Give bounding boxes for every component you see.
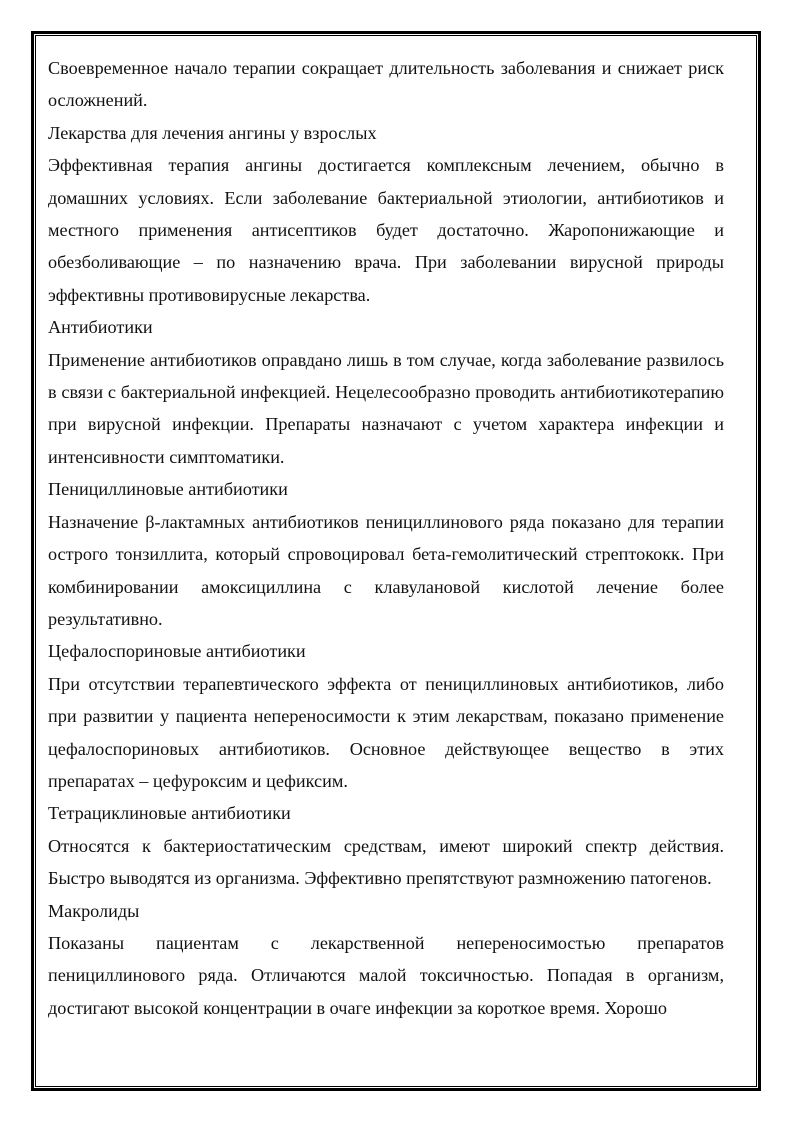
paragraph-adult-treatment: Эффективная терапия ангины достигается комплексным лечением, обычно в домашних условиях. Если заболевание бактериальной этиологии, антибиотиков и местного применения антисептиков будет достаточно. Жаропонижающие и обезболивающие – по назначению врача. При заболевании вирусной природы эффективны противовирусные лекарства. — [48, 155, 724, 305]
section-heading-tetracyclines: Тетрациклиновые антибиотики — [48, 803, 291, 824]
paragraph-penicillins: Назначение β-лактамных антибиотиков пенициллинового ряда показано для терапии острого тонзиллита, который спровоцировал бета-гемолитический стрептококк. При комбинировании амоксициллина с клавулановой кислотой лечение более результативно. — [48, 511, 724, 629]
paragraph-tetracyclines: Относятся к бактериостатическим средствам, имеют широкий спектр действия. Быстро выводятся из организма. Эффективно препятствуют размножению патогенов. — [48, 835, 724, 889]
section-heading-penicillins: Пенициллиновые антибиотики — [48, 479, 288, 500]
section-heading-macrolides: Макролиды — [48, 900, 140, 921]
paragraph-cephalosporins: При отсутствии терапевтического эффекта от пенициллиновых антибиотиков, либо при развитии у пациента непереносимости к этим лекарствам, показано применение цефалоспориновых антибиотиков. Основное действующее вещество в этих препаратах – цефуроксим и цефиксим. — [48, 673, 724, 791]
paragraph-antibiotics: Применение антибиотиков оправдано лишь в том случае, когда заболевание развилось в связи с бактериальной инфекцией. Нецелесообразно проводить антибиотикотерапию при вирусной инфекции. Препараты назначают с учетом характера инфекции и интенсивности симптоматики. — [48, 349, 724, 467]
section-heading-cephalosporins: Цефалоспориновые антибиотики — [48, 641, 306, 662]
document-body — [48, 52, 724, 1024]
section-heading-antibiotics: Антибиотики — [48, 317, 153, 338]
intro-paragraph: Своевременное начало терапии сокращает длительность заболевания и снижает риск осложнений. — [48, 58, 724, 111]
paragraph-macrolides: Показаны пациентам с лекарственной непереносимостью препаратов пенициллинового ряда. Отличаются малой токсичностью. Попадая в организм, достигают высокой концентрации в очаге инфекции за короткое время. Хорошо — [48, 932, 724, 1018]
section-heading-adult-treatment: Лекарства для лечения ангины у взрослых — [48, 122, 377, 143]
